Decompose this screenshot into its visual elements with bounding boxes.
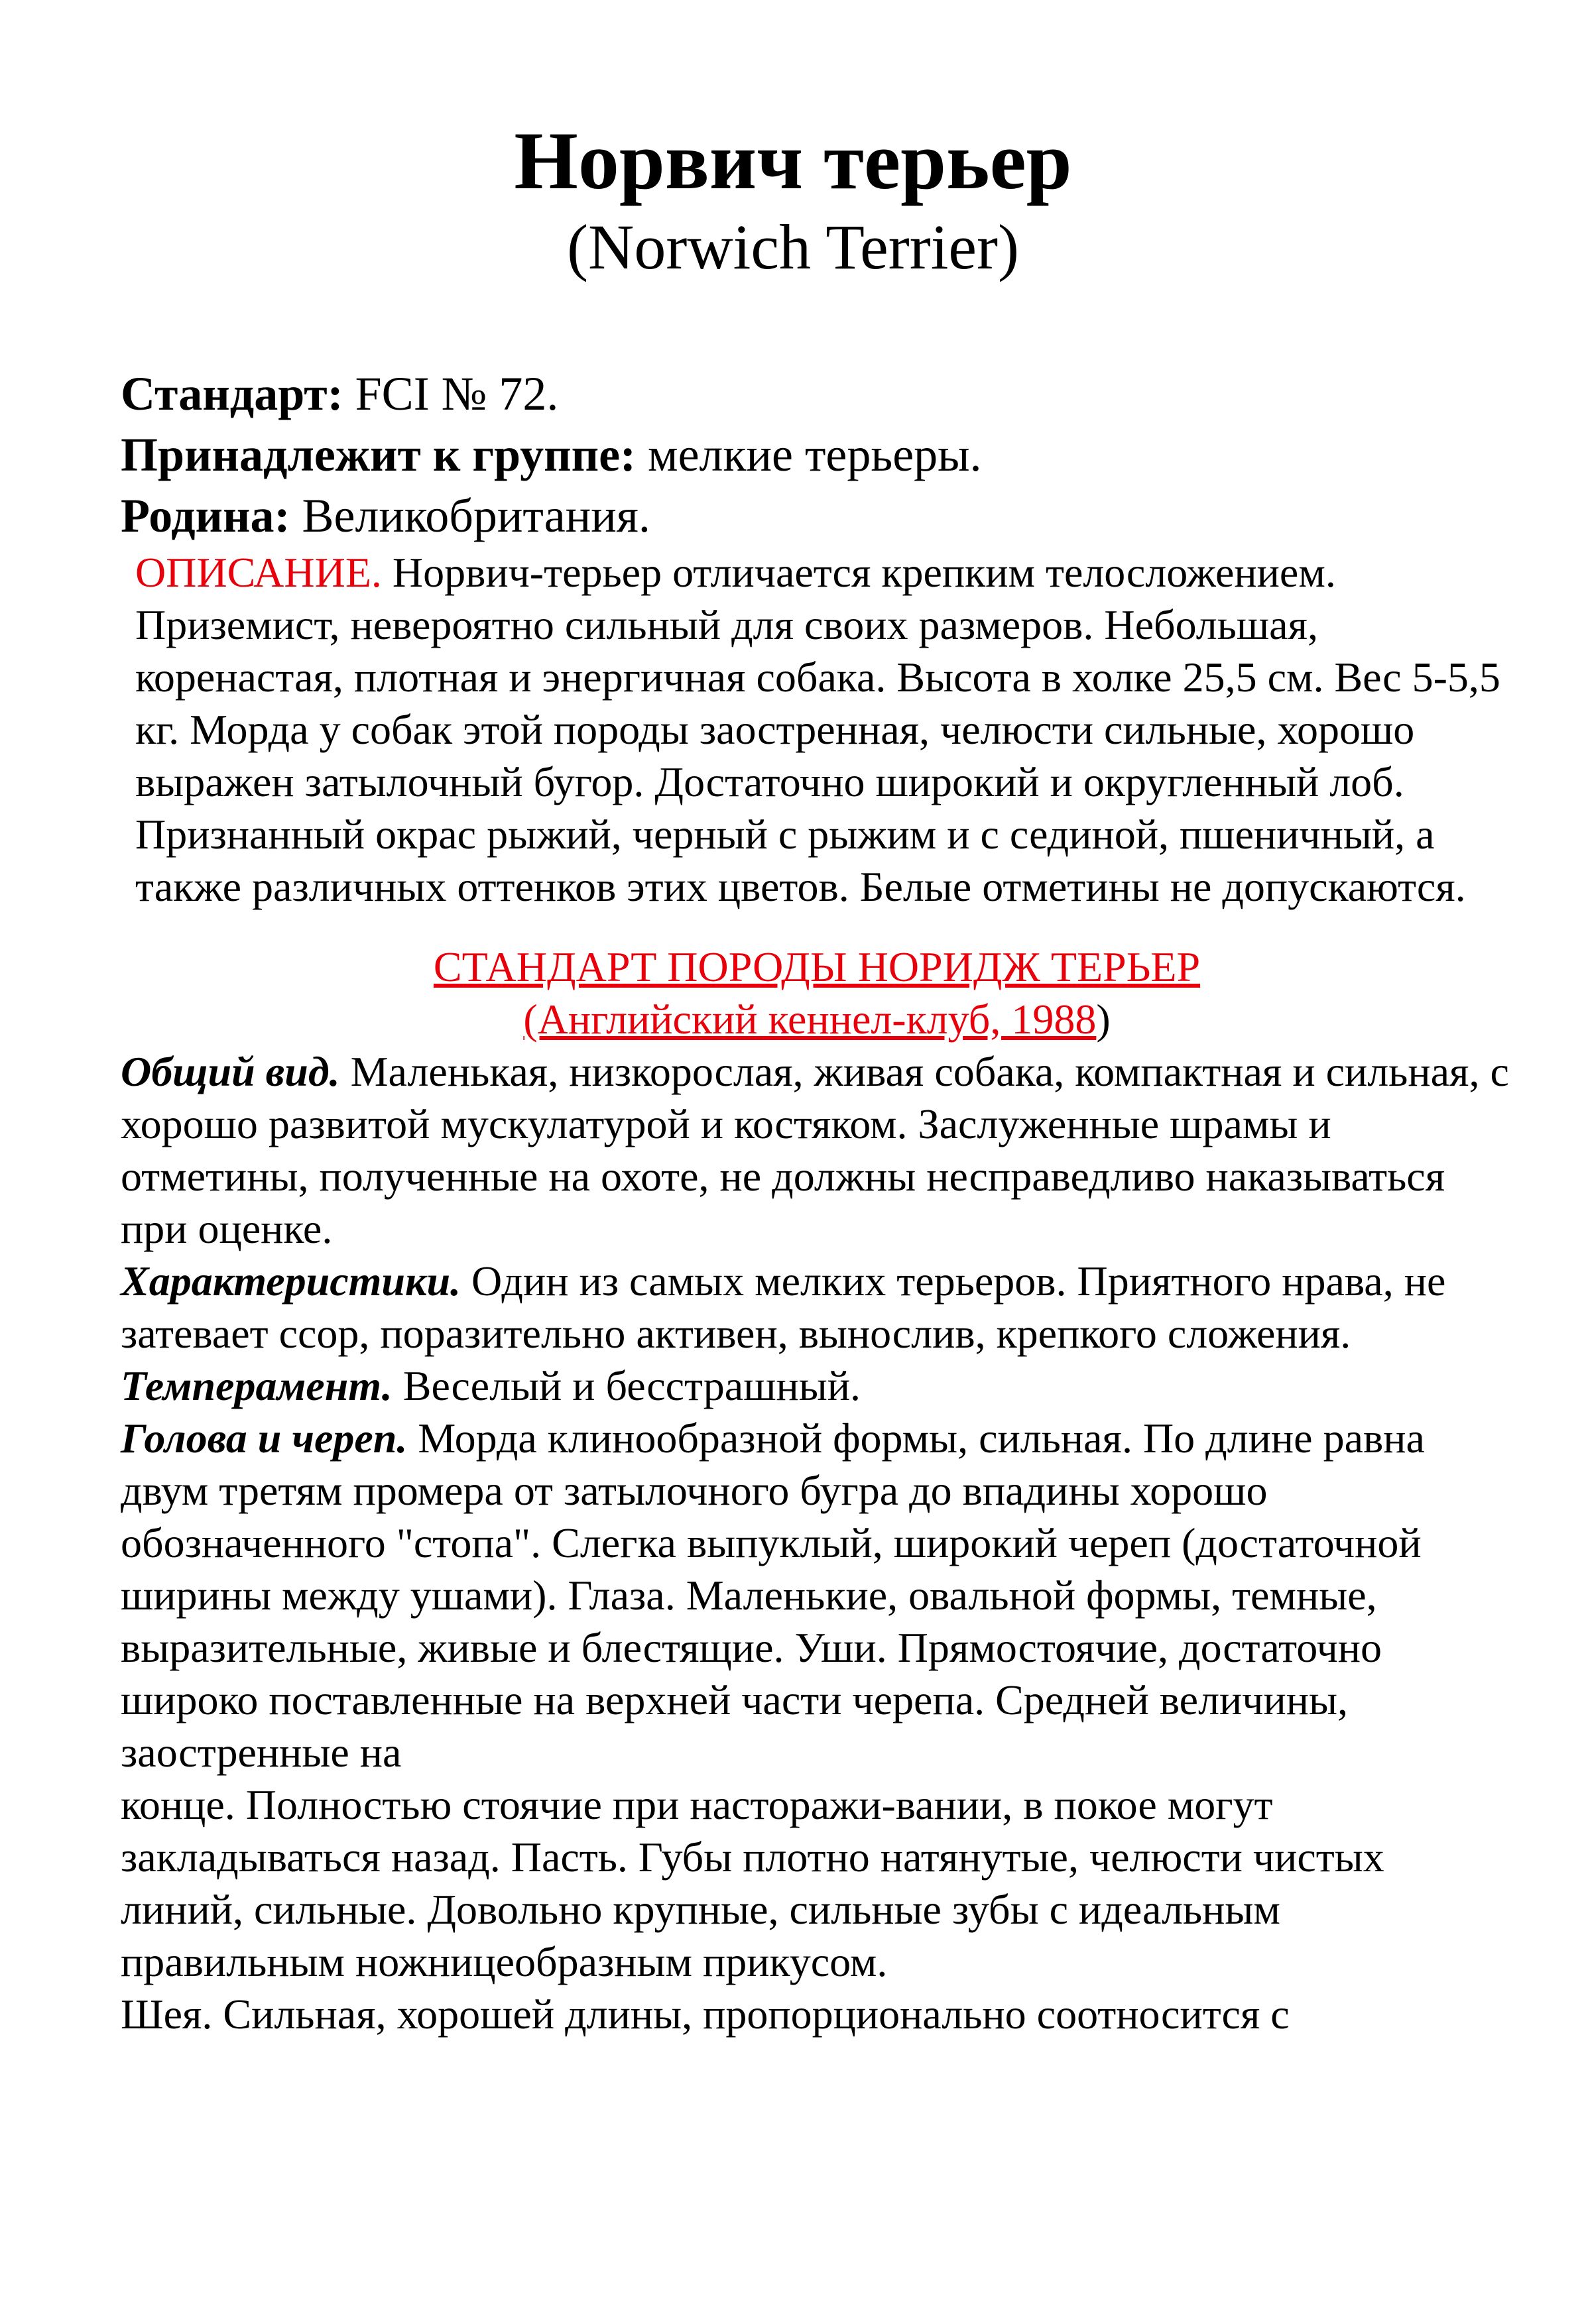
standard-heading-close: )	[1096, 996, 1111, 1043]
page-title: Норвич терьер	[514, 115, 1072, 206]
section-label: Темперамент.	[121, 1362, 393, 1409]
standard-line	[121, 363, 1513, 424]
section-text: Один из самых мелких терьеров. Приятного нрава, не затевает ссор, поразительно активен, вынослив, крепкого сложения.	[121, 1257, 1446, 1357]
origin-value: Великобритания.	[302, 489, 650, 542]
section-text: Маленькая, низкорослая, живая собака, компактная и сильная, с хорошо развитой мускулатурой и костяком. Заслуженные шрамы и отметины, полученные на охоте, не должны несправедливо наказываться при оценке.	[121, 1048, 1509, 1252]
description-paragraph	[121, 546, 1513, 913]
group-label: Принадлежит к группе:	[121, 428, 637, 481]
section-head-and-skull	[121, 1412, 1513, 1778]
section-temperament	[121, 1360, 1513, 1412]
page-subtitle: (Norwich Terrier)	[567, 211, 1019, 282]
standard-value: FCI № 72.	[355, 367, 559, 420]
section-head-and-skull-continued: конце. Полностью стоячие при насторажи-вании, в покое могут закладываться назад. Пасть. Губы плотно натянутые, челюсти чистых линий, сильные. Довольно крупные, сильные зубы с идеальным правильным ножницеобразным прикусом.	[121, 1781, 1384, 1985]
standard-heading-link-2[interactable]: (Английский кеннел-клуб, 1988	[523, 996, 1097, 1043]
description-text: Норвич-терьер отличается крепким телосложением. Приземист, невероятно сильный для своих размеров. Небольшая, коренастая, плотная и энергичная собака. Высота в холке 25,5 см. Вес 5-5,5 кг. Морда у собак этой породы заостренная, челюсти сильные, хорошо выражен затылочный бугор. Достаточно широкий и округленный лоб. Признанный окрас рыжий, черный с рыжим и с сединой, пшеничный, а также различных оттенков этих цветов. Белые отметины не допускаются.	[135, 549, 1500, 910]
origin-label: Родина:	[121, 489, 290, 542]
section-label: Характеристики.	[121, 1257, 461, 1305]
group-line	[121, 424, 1513, 485]
title-block	[0, 111, 1586, 284]
document-body	[121, 363, 1513, 2040]
section-text: Морда клинообразной формы, сильная. По длине равна двум третям промера от затылочного бугра до впадины хорошо обозначенного "стопа". Слегка выпуклый, широкий череп (достаточной ширины между ушами). Глаза. Маленькие, овальной формы, темные, выразительные, живые и блестящие. Уши. Прямостоячие, достаточно широко поставленные на верхней части черепа. Средней величины, заостренные на	[121, 1415, 1425, 1776]
section-label: Общий вид.	[121, 1048, 340, 1095]
origin-line	[121, 485, 1513, 546]
group-value: мелкие терьеры.	[648, 428, 982, 481]
section-label: Голова и череп.	[121, 1415, 408, 1462]
section-general-view	[121, 1045, 1513, 1255]
standard-heading	[121, 941, 1513, 1045]
standard-heading-link-1[interactable]: СТАНДАРТ ПОРОДЫ НОРИДЖ ТЕРЬЕР	[433, 943, 1201, 990]
standard-label: Стандарт:	[121, 367, 343, 420]
section-characteristics	[121, 1255, 1513, 1360]
section-neck: Шея. Сильная, хорошей длины, пропорционально соотносится с	[121, 1991, 1290, 2038]
section-text: Веселый и бесстрашный.	[402, 1362, 861, 1409]
description-label: ОПИСАНИЕ.	[135, 549, 382, 596]
